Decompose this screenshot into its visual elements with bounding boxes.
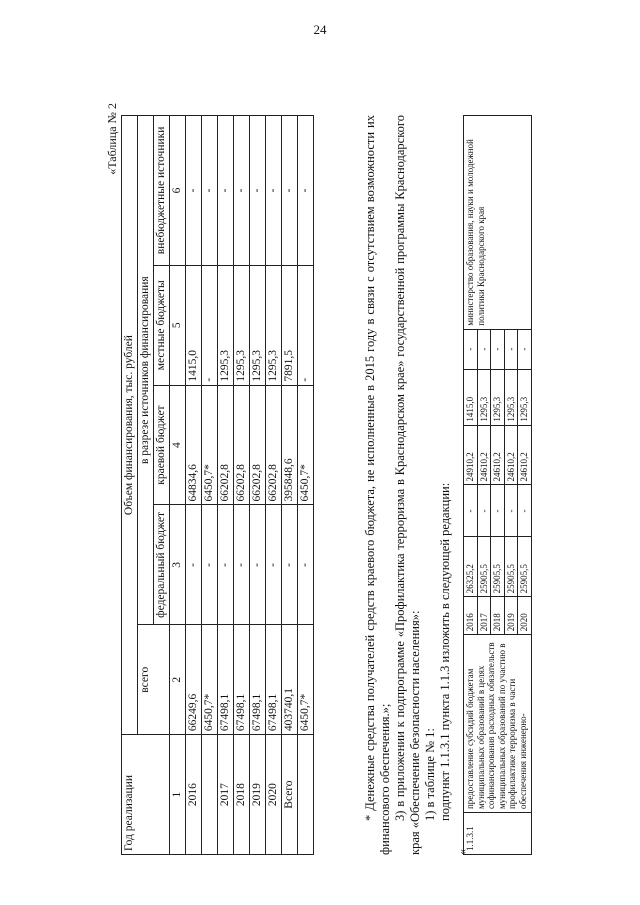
notes-block bbox=[363, 115, 453, 855]
cell-total: 26325,2 bbox=[464, 537, 478, 597]
financing-table-body bbox=[186, 116, 314, 855]
cell-total: 66249,6 bbox=[186, 625, 202, 735]
cell-regional: 64834,6 bbox=[186, 385, 202, 505]
measure-table bbox=[463, 115, 532, 855]
cell-extra: - bbox=[518, 329, 532, 369]
cell-year: 2018 bbox=[491, 597, 505, 635]
measure-executor: министерство образования, науки и молодежной политики Краснодарского края bbox=[464, 116, 532, 330]
cell-local: 1295,3 bbox=[504, 369, 518, 425]
table-row bbox=[464, 116, 478, 855]
measure-table-body bbox=[464, 116, 532, 855]
cell-local: - bbox=[298, 265, 314, 385]
cell-federal: - bbox=[234, 505, 250, 625]
cell-regional: 66202,8 bbox=[266, 385, 282, 505]
cell-regional: 24610,2 bbox=[477, 425, 491, 485]
cell-extra: - bbox=[266, 116, 282, 266]
measure-code: 1.1.3.1 bbox=[464, 813, 532, 855]
page-number: 24 bbox=[313, 22, 327, 37]
cell-federal: - bbox=[282, 505, 298, 625]
cell-year: 2016 bbox=[186, 735, 202, 855]
cell-extra: - bbox=[186, 116, 202, 266]
cell-total: 67498,1 bbox=[266, 625, 282, 735]
header-local: местные бюджеты bbox=[154, 265, 170, 385]
cell-total: 403740,1 bbox=[282, 625, 298, 735]
cell-total: 25905,5 bbox=[477, 537, 491, 597]
cell-total: 25905,5 bbox=[491, 537, 505, 597]
cell-regional: 24610,2 bbox=[491, 425, 505, 485]
cell-extra: - bbox=[477, 329, 491, 369]
cell-federal: - bbox=[504, 485, 518, 537]
cell-total: 6450,7* bbox=[202, 625, 218, 735]
cell-regional: 24910,2 bbox=[464, 425, 478, 485]
cell-extra: - bbox=[298, 116, 314, 266]
cell-total: 67498,1 bbox=[218, 625, 234, 735]
column-index-row bbox=[170, 116, 186, 855]
cell-extra: - bbox=[250, 116, 266, 266]
cell-extra: - bbox=[218, 116, 234, 266]
cell-local: - bbox=[202, 265, 218, 385]
cell-federal: - bbox=[491, 485, 505, 537]
cell-regional: 66202,8 bbox=[218, 385, 234, 505]
table-row bbox=[250, 116, 266, 855]
cell-extra: - bbox=[234, 116, 250, 266]
table-row bbox=[234, 116, 250, 855]
footnote: * Денежные средства получателей средств краевого бюджета, не исполненные в 2015 году в связи с отсутствием возможности их финансового обеспечения.»; bbox=[363, 115, 392, 855]
amendment-item-3-1: 1) в таблице № 1: bbox=[423, 728, 437, 821]
table-row bbox=[186, 116, 202, 855]
cell-total: 25905,5 bbox=[504, 537, 518, 597]
header-year: Год реализации bbox=[122, 735, 170, 855]
cell-regional: 6450,7* bbox=[202, 385, 218, 505]
cell-local: 1295,3 bbox=[266, 265, 282, 385]
cell-regional: 395848,6 bbox=[282, 385, 298, 505]
cell-extra: - bbox=[491, 329, 505, 369]
amendment-item-3: 3) в приложении к подпрограмме «Профилактика терроризма в Краснодарском крае» государственной программы Краснодарского края «Обеспечение безопасности населения»: bbox=[393, 115, 422, 855]
cell-federal: - bbox=[202, 505, 218, 625]
table-row bbox=[298, 116, 314, 855]
col-index: 1 bbox=[170, 735, 186, 855]
cell-regional: 24610,2 bbox=[504, 425, 518, 485]
col-index: 2 bbox=[170, 625, 186, 735]
cell-year: 2019 bbox=[250, 735, 266, 855]
cell-regional: 66202,8 bbox=[234, 385, 250, 505]
table-caption: «Таблица № 2 bbox=[105, 103, 119, 175]
cell-federal: - bbox=[250, 505, 266, 625]
cell-year: 2017 bbox=[218, 735, 234, 855]
header-volume: Объем финансирования, тыс. рублей bbox=[122, 116, 138, 735]
cell-year: 2019 bbox=[504, 597, 518, 635]
col-index: 4 bbox=[170, 385, 186, 505]
cell-total: 6450,7* bbox=[298, 625, 314, 735]
cell-extra: - bbox=[202, 116, 218, 266]
cell-year: 2020 bbox=[518, 597, 532, 635]
cell-year: 2016 bbox=[464, 597, 478, 635]
cell-extra: - bbox=[464, 329, 478, 369]
cell-regional: 6450,7* bbox=[298, 385, 314, 505]
cell-year: Всего bbox=[282, 735, 298, 855]
header-extra: внебюджетные источники bbox=[154, 116, 170, 266]
measure-description: предоставление субсидий бюджетам муниципальных образований в целях софинансирования расходных обязательств муниципальных образований по участию в профилактике терроризма в части обеспечения инженерно- bbox=[464, 635, 532, 813]
cell-local: 1295,3 bbox=[250, 265, 266, 385]
cell-federal: - bbox=[298, 505, 314, 625]
header-regional: краевой бюджет bbox=[154, 385, 170, 505]
cell-extra: - bbox=[504, 329, 518, 369]
col-index: 6 bbox=[170, 116, 186, 266]
cell-federal: - bbox=[518, 485, 532, 537]
cell-total: 25905,5 bbox=[518, 537, 532, 597]
table-row bbox=[218, 116, 234, 855]
header-federal: федеральный бюджет bbox=[154, 505, 170, 625]
cell-local: 1295,3 bbox=[477, 369, 491, 425]
amendment-subitem: подпункт 1.1.3.1 пункта 1.1.3 изложить в следующей редакции: bbox=[438, 482, 452, 821]
cell-total: 67498,1 bbox=[250, 625, 266, 735]
cell-local: 1415,0 bbox=[464, 369, 478, 425]
header-total: всего bbox=[138, 625, 170, 735]
table-row bbox=[282, 116, 298, 855]
cell-local: 1415,0 bbox=[186, 265, 202, 385]
col-index: 3 bbox=[170, 505, 186, 625]
cell-federal: - bbox=[464, 485, 478, 537]
cell-local: 1295,3 bbox=[518, 369, 532, 425]
cell-total: 67498,1 bbox=[234, 625, 250, 735]
cell-federal: - bbox=[218, 505, 234, 625]
cell-local: 1295,3 bbox=[491, 369, 505, 425]
cell-local: 1295,3 bbox=[234, 265, 250, 385]
quote-open: « bbox=[455, 849, 469, 855]
cell-federal: - bbox=[477, 485, 491, 537]
cell-federal: - bbox=[266, 505, 282, 625]
cell-local: 7891,5 bbox=[282, 265, 298, 385]
financing-table bbox=[121, 115, 314, 855]
table-row bbox=[266, 116, 282, 855]
cell-regional: 66202,8 bbox=[250, 385, 266, 505]
cell-regional: 24610,2 bbox=[518, 425, 532, 485]
col-index: 5 bbox=[170, 265, 186, 385]
cell-year bbox=[202, 735, 218, 855]
cell-year bbox=[298, 735, 314, 855]
table-row bbox=[202, 116, 218, 855]
rotated-content bbox=[105, 95, 535, 855]
cell-extra: - bbox=[282, 116, 298, 266]
cell-year: 2020 bbox=[266, 735, 282, 855]
cell-local: 1295,3 bbox=[218, 265, 234, 385]
cell-federal: - bbox=[186, 505, 202, 625]
cell-year: 2017 bbox=[477, 597, 491, 635]
header-sources: в разрезе источников финансирования bbox=[138, 116, 154, 625]
cell-year: 2018 bbox=[234, 735, 250, 855]
